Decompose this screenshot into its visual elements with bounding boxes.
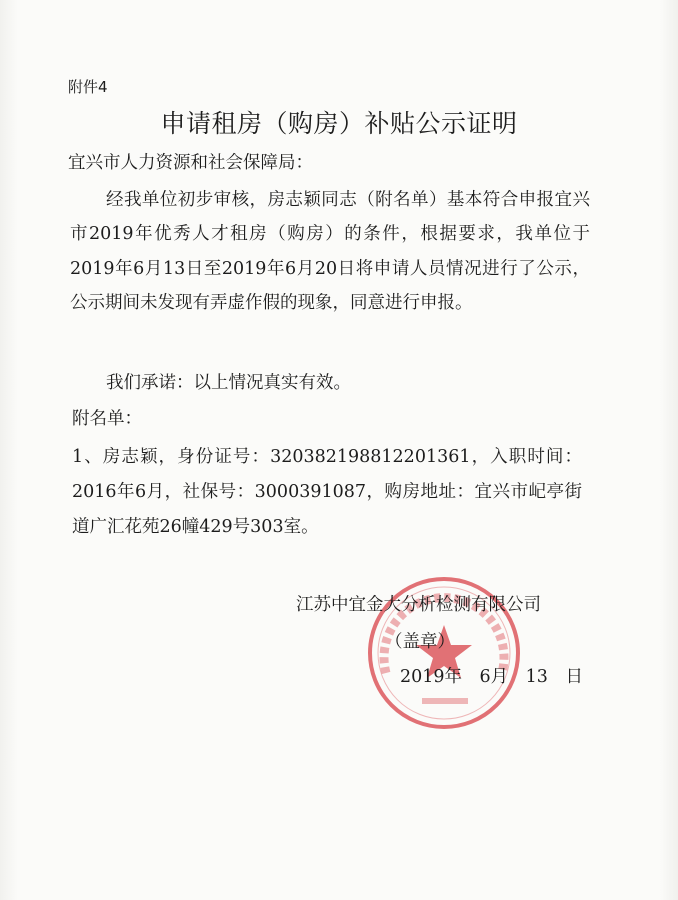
body-paragraph: 经我单位初步审核，房志颖同志（附名单）基本符合申报宜兴市2019年优秀人才租房（购房）的条件，根据要求，我单位于2019年6月13日至2019年6月20日将申请人员情况进行了公示，公示期间未发现有弄虚作假的现象，同意进行申报。	[70, 190, 590, 314]
salutation: 宜兴市人力资源和社会保障局：	[68, 153, 313, 173]
attachment-label: 附件4	[68, 78, 108, 96]
seal-code-strip	[422, 698, 468, 704]
seal-note: （盖章）	[385, 632, 455, 652]
list-item: 1、房志颖，身份证号：320382198812201361，入职时间：2016年6月，社保号：3000391087，购房地址：宜兴市屺亭街道广汇花苑26幢429号303室。	[72, 447, 582, 537]
document-title: 申请租房（购房）补贴公示证明	[160, 109, 518, 138]
list-title: 附名单：	[72, 409, 142, 429]
commitment-statement: 我们承诺：以上情况真实有效。	[106, 373, 351, 393]
signature-date: 2019年 6月 13 日	[400, 667, 583, 687]
company-name: 江苏中宜金大分析检测有限公司	[296, 595, 541, 615]
